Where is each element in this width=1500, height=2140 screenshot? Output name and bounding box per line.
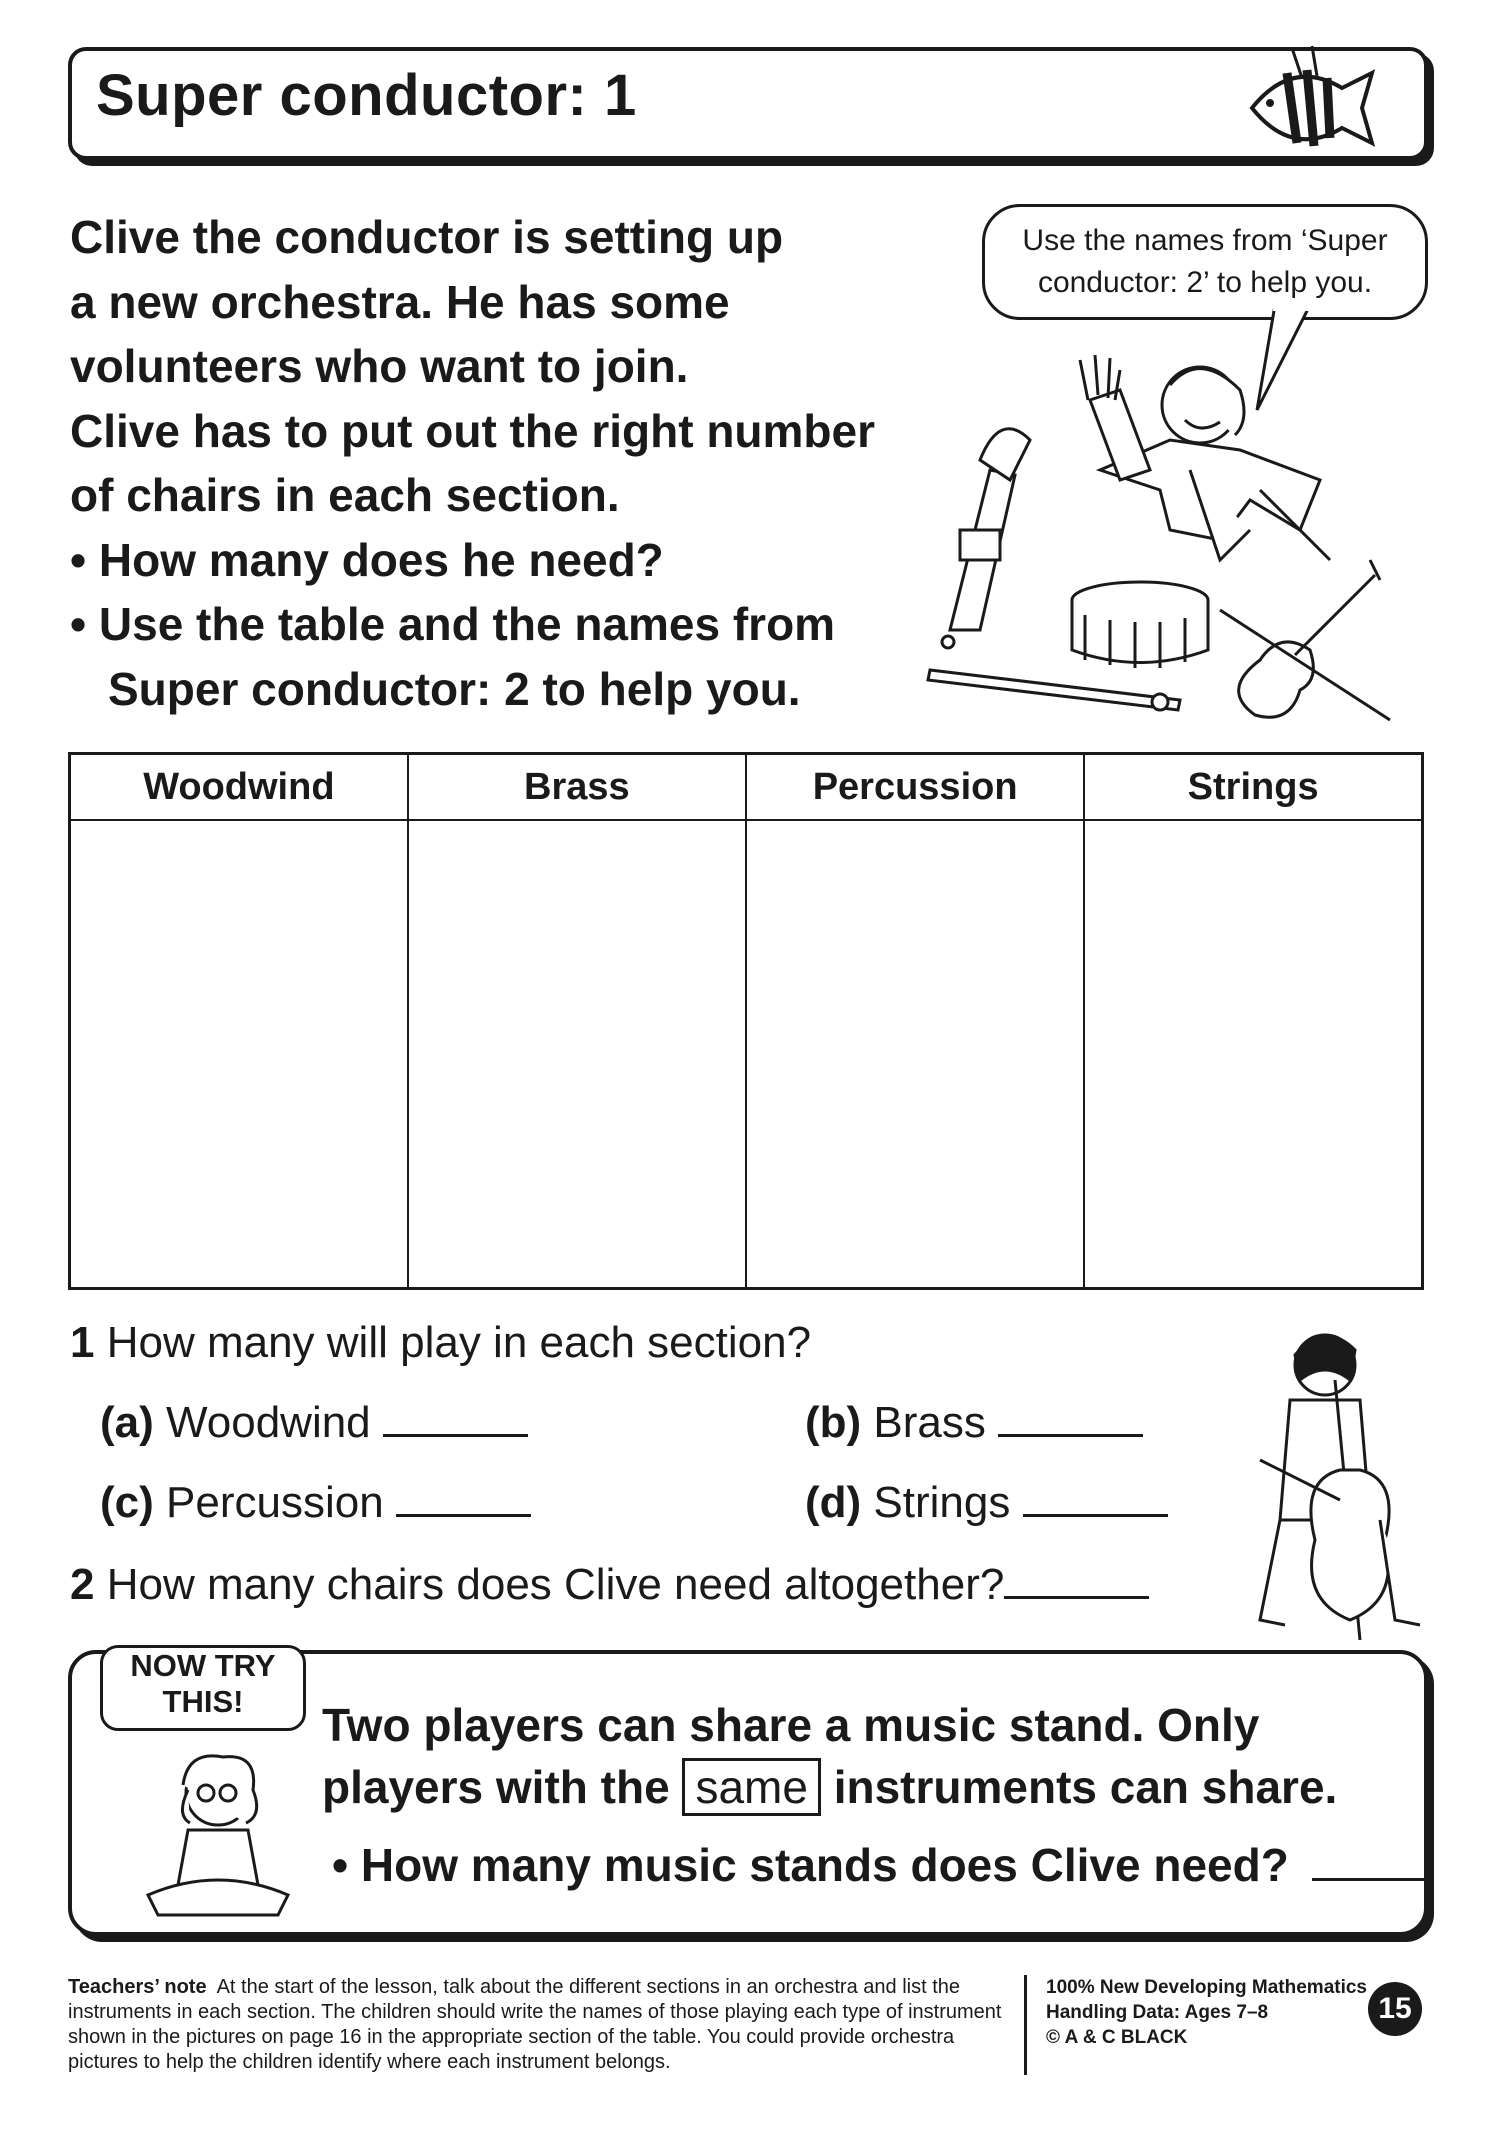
- question-label: (b): [805, 1398, 862, 1447]
- try-line-end: instruments can share.: [833, 1761, 1338, 1813]
- woodwind-names-cell[interactable]: [70, 820, 408, 1289]
- page-number: 15: [1368, 1982, 1422, 2036]
- violin-icon: [1220, 560, 1390, 720]
- page-title: Super conductor: 1: [96, 63, 637, 128]
- question-1d: [805, 1478, 1168, 1528]
- publisher-info: [1046, 1975, 1367, 2050]
- intro-line: a new orchestra. He has some: [70, 275, 730, 328]
- now-try-this-badge: [100, 1645, 306, 1731]
- intro-line: Clive the conductor is setting up: [70, 211, 784, 263]
- try-question: [322, 1834, 1432, 1896]
- table-header-brass: Brass: [408, 754, 746, 821]
- snare-drum-icon: [1072, 582, 1208, 668]
- intro-line: of chairs in each section.: [70, 469, 620, 521]
- instrument-section-table: [68, 752, 1424, 1290]
- question-label: (a): [100, 1398, 154, 1447]
- question-number: 1: [70, 1318, 95, 1367]
- child-sitting-illustration: [128, 1745, 308, 1925]
- same-word-box: same: [682, 1758, 820, 1816]
- woodwind-answer-blank[interactable]: [383, 1433, 528, 1437]
- intro-bullet: • How many does he need?: [70, 533, 664, 586]
- question-text: Strings: [873, 1478, 1011, 1527]
- percussion-names-cell[interactable]: [746, 820, 1084, 1289]
- brass-answer-blank[interactable]: [998, 1433, 1143, 1437]
- table-header-strings: Strings: [1084, 754, 1422, 821]
- teachers-note-text: At the start of the lesson, talk about the different sections in an orchestra and list the instruments in each section. The children should write the names of those playing each type of instrument shown in the pictures on page 16 in the appropriate section of the table. You could provide orchestra pictures to help the children identify where each instrument belongs.: [68, 1976, 1002, 2073]
- table-header-percussion: Percussion: [746, 754, 1084, 821]
- footer-divider: [1024, 1975, 1027, 2075]
- conductor-icon: [1080, 355, 1330, 560]
- publisher-line: 100% New Developing Mathematics: [1046, 1977, 1367, 1998]
- question-text: Percussion: [166, 1478, 384, 1527]
- table-header-woodwind: Woodwind: [70, 754, 408, 821]
- now-try-this-text: [322, 1694, 1432, 1896]
- cellist-illustration: [1240, 1320, 1440, 1650]
- badge-line: THIS!: [162, 1684, 244, 1719]
- music-stands-answer-blank[interactable]: [1312, 1877, 1432, 1881]
- question-number: 2: [70, 1560, 95, 1609]
- question-1: [70, 1318, 811, 1368]
- question-1a: [100, 1398, 528, 1448]
- brass-names-cell[interactable]: [408, 820, 746, 1289]
- question-text: Brass: [873, 1398, 986, 1447]
- badge-line: NOW TRY: [130, 1648, 276, 1683]
- try-question-text: • How many music stands does Clive need?: [332, 1839, 1289, 1891]
- intro-line: volunteers who want to join.: [70, 340, 689, 392]
- speech-bubble-line: Use the names from ‘Super: [1022, 224, 1388, 257]
- question-label: (c): [100, 1478, 154, 1527]
- intro-bullet: • Use the table and the names from: [70, 598, 836, 650]
- intro-text: [70, 205, 970, 721]
- strings-answer-blank[interactable]: [1023, 1513, 1168, 1517]
- teachers-note-label: Teachers’ note: [68, 1976, 207, 1998]
- question-text: How many chairs does Clive need altogether?: [106, 1560, 1005, 1609]
- question-1c: [100, 1478, 531, 1528]
- try-line: Two players can share a music stand. Only: [322, 1699, 1260, 1751]
- intro-bullet-continuation: Super conductor: 2 to help you.: [108, 662, 801, 715]
- publisher-line: Handling Data: Ages 7–8: [1046, 2002, 1269, 2023]
- angelfish-icon: [1232, 38, 1382, 173]
- total-chairs-answer-blank[interactable]: [1004, 1595, 1149, 1599]
- conductor-illustration: [920, 330, 1440, 730]
- question-2: [70, 1560, 1149, 1610]
- speech-bubble-line: conductor: 2’ to help you.: [1037, 266, 1373, 299]
- question-text: How many will play in each section?: [106, 1318, 812, 1367]
- question-1b: [805, 1398, 1143, 1448]
- publisher-line: © A & C BLACK: [1046, 2027, 1188, 2048]
- teachers-note: [68, 1975, 1008, 2075]
- question-text: Woodwind: [166, 1398, 371, 1447]
- strings-names-cell[interactable]: [1084, 820, 1422, 1289]
- try-line-start: players with the: [322, 1761, 670, 1813]
- percussion-answer-blank[interactable]: [396, 1513, 531, 1517]
- recorder-icon: [928, 670, 1180, 710]
- question-label: (d): [805, 1478, 862, 1527]
- try-line: [322, 1756, 1432, 1818]
- speech-bubble: [982, 204, 1428, 320]
- intro-line: Clive has to put out the right number: [70, 404, 875, 457]
- trumpet-icon: [942, 429, 1030, 648]
